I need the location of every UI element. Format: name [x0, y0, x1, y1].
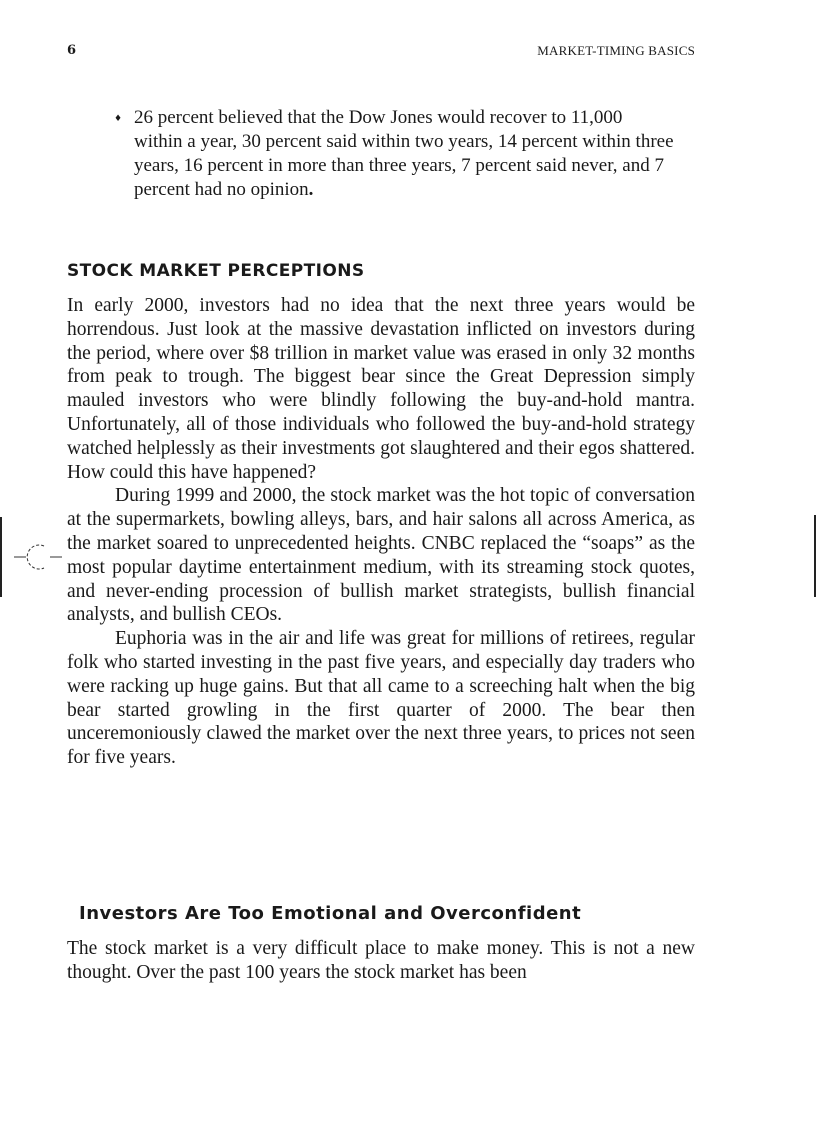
diamond-bullet-icon: ♦: [114, 114, 123, 124]
section-body-investors-emotional: [67, 937, 695, 985]
bullet-text: [134, 106, 674, 202]
running-head: MARKET-TIMING BASICS: [537, 43, 695, 58]
crop-mark-left: [0, 517, 2, 597]
paragraph: During 1999 and 2000, the stock market was the hot topic of conversation at the supermarkets, bowling alleys, bars, and hair salons all across America, as the market soared to unprecedented heights. CNBC replaced the “soaps” as the most popular daytime entertainment medium, with its streaming stock quotes, and never-ending procession of bullish market strategists, bullish financial analysts, and bullish CEOs.: [67, 485, 695, 626]
paragraph: Euphoria was in the air and life was great for millions of retirees, regular folk who started investing in the past five years, and especially day traders who were racking up huge gains. But that all came to a screeching halt when the big bear started growling in the first quarter of 2000. The bear then unceremoniously clawed the market over the next three years, to prices not seen for five years.: [67, 628, 695, 769]
bullet-text-end: .: [308, 179, 314, 200]
section-heading-stock-market-perceptions: STOCK MARKET PERCEPTIONS: [67, 261, 365, 281]
subsection-heading-investors-emotional: Investors Are Too Emotional and Overconfident: [79, 903, 582, 924]
bullet-list-item: [114, 106, 674, 202]
page-number: 6: [67, 43, 77, 58]
bullet-text-body: 26 percent believed that the Dow Jones would recover to 11,000 within a year, 30 percent said within two years, 14 percent within three years, 16 percent in more than three years, 7 percent said never, and 7 percent had no opinion: [134, 107, 674, 200]
registration-mark-icon: [14, 540, 64, 574]
paragraph: The stock market is a very difficult place to make money. This is not a new thought. Over the past 100 years the stock market has been: [67, 938, 695, 983]
section-body-stock-market-perceptions: [67, 294, 695, 770]
paragraph: In early 2000, investors had no idea that the next three years would be horrendous. Just look at the massive devastation inflicted on investors during the period, where over $8 trillion in market value was erased in only 32 months from peak to trough. The biggest bear since the Great Depression simply mauled investors who were blindly following the buy-and-hold mantra. Unfortunately, all of those individuals who followed the buy-and-hold strategy watched helplessly as their investments got slaughtered and their egos shattered. How could this have happened?: [67, 295, 695, 483]
